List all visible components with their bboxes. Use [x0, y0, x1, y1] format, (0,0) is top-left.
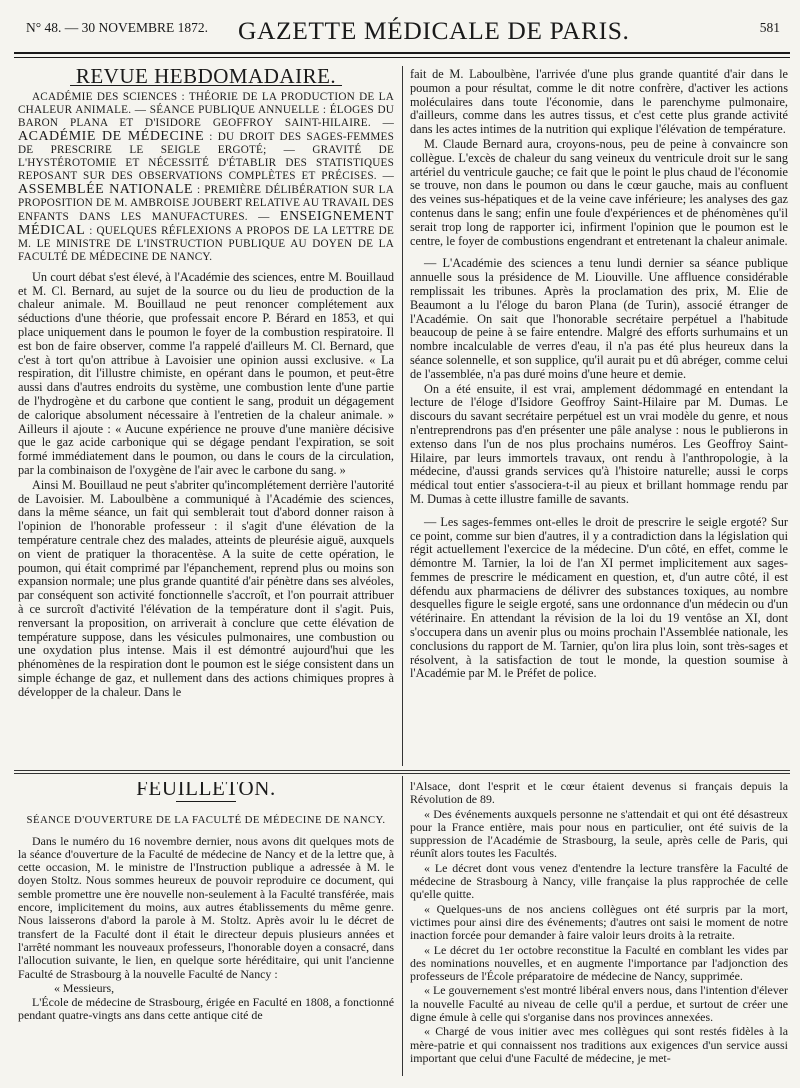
feuilleton-paragraph: « Le gouvernement s'est montré libéral envers nous, dans l'intention d'élever la nouvelle Faculté au niveau de celle qu'il a perdue, et surtout de créer une digne émule à celle qui s'organise dans nos provinces annexées.: [410, 983, 788, 1025]
issue-number-date: N° 48. — 30 NOVEMBRE 1872.: [26, 20, 209, 35]
feuilleton-separator-bottom: [14, 773, 790, 774]
feuilleton-paragraph: L'École de médecine de Strasbourg, érigée en Faculté en 1808, a fonctionné pendant quatre-vingts ans dans cette antique cité de: [18, 995, 394, 1023]
revue-paragraph: Un court débat s'est élevé, à l'Académie des sciences, entre M. Bouillaud et M. Cl. Bernard, au sujet de la source ou du lieu de production de la chaleur animale. M. Bouillaud ne peut renoncer complétement aux séductions d'une théorie, que professait encore P. Bérard en 1853, et qui place uniquement dans le poumon le foyer de la combustion respiratoire. Il est bon de faire observer, comme l'a rappelé d'ailleurs M. Cl. Bernard, que c'est à tort qu'on attribue à Lavoisier une opinion aussi exclusive. « La respiration, dit l'illustre chimiste, en opérant dans le poumon, et peut-être aussi dans d'autres endroits du système, une combustion lente d'une partie de l'hydrogène et du carbone que contient le sang, produit un dégagement de calorique absolument nécessaire à l'entretien de la chaleur animale. » Ailleurs il ajoute : « Aucune expérience ne prouve d'une manière décisive que le gaz acide carbonique qui se dégage pendant l'expiration, se soit formé immédiatement dans le poumon, ou dans le cours de la circulation, par la combinaison de l'oxygène de l'air avec le carbone du sang. »: [18, 269, 394, 477]
feuilleton-paragraph: « Quelques-uns de nos anciens collègues ont été surpris par la mort, victimes pour ainsi dire des événements; d'autres ont saisi le moment de notre inaction forcée pour demander à faire valoir leurs droits à la retraite.: [410, 901, 788, 943]
feuilleton-paragraph: Dans le numéro du 16 novembre dernier, nous avons dit quelques mots de la séance d'ouverture de la Faculté de médecine de Nancy et de la lettre que, à cette occasion, M. le ministre de l'Instruction publique a adressée à M. le doyen Stoltz. Nous sommes heureux de pouvoir reproduire ce document, qui semble promettre une ère nouvelle non-seulement à la Faculté transférée, mais encore, implicitement du moins, aux autres établissements du même genre. Nous laisserons d'abord la parole à M. Stoltz. Après avoir lu le décret de transfert de la Faculté dont il était le directeur depuis plusieurs années et l'arrêté nommant les nouveaux professeurs, l'honorable doyen a consacré, dans l'allocution suivante, le lien, en quelque sorte héréditaire, qui unit l'ancienne Faculté de Strasbourg à la nouvelle Faculté de Nancy :: [18, 833, 394, 981]
feuilleton-title: FEUILLETON.: [136, 782, 276, 800]
summary-part-2: : DU DROIT DES SAGES-FEMMES DE PRESCRIRE LE SEIGLE ERGOTÉ; — GRAVITÉ DE L'HYSTÉROTOMIE ET NÉCESSITÉ D'ÉTABLIR DES STATISTIQUES REPOSANT SUR DES OBSERVATIONS COMPLÈTES ET PRÉCISES. —: [18, 130, 394, 182]
summary-section-assemblee: ASSEMBLÉE NATIONALE: [18, 181, 193, 197]
revue-paragraph: — Les sages-femmes ont-elles le droit de prescrire le seigle ergoté? Sur ce point, comme sur bien d'autres, il y a contradiction dans la législation qui régit actuellement l'exercice de la médecine. D'un côté, en effet, comme le démontre M. Tarnier, la loi de l'an XI permet implicitement aux sages-femmes de prescrire le médicament en question, et, d'un autre côté, il est défendu aux pharmaciens de délivrer des substances toxiques, au nombre desquelles figure le seigle ergoté, sans une ordonnance d'un médecin ou d'un vétérinaire. En attendant la révision de la loi du 19 ventôse an XI, dont s'occupera dans un avenir plus ou moins prochain l'Assemblée nationale, les conclusions du rapport de M. Tarnier, qu'on lira plus loin, sont très-sages et résolvent, à la satisfaction de tout le monde, la question soumise à l'Académie par M. le Préfet de police.: [410, 514, 788, 681]
page-number: 581: [759, 20, 780, 35]
newspaper-page: [14, 14, 790, 1080]
column-divider-lower: [402, 776, 403, 1076]
summary-section-academie-medecine: ACADÉMIE DE MÉDECINE: [18, 128, 205, 144]
feuilleton-paragraph: « Chargé de vous initier avec mes collègues qui sont restés fidèles à la mère-patrie et qui connaissent nos traditions aux exigences d'un service aussi important que celui d'une Faculté de médecine, je met-: [410, 1024, 788, 1065]
summary-part-4: : QUELQUES RÉFLEXIONS A PROPOS DE LA LETTRE DE M. LE MINISTRE DE L'INSTRUCTION PUBLIQUE AU DOYEN DE LA FACULTÉ DE MÉDECINE DE NANCY.: [18, 224, 394, 263]
revue-column-left: [18, 68, 394, 768]
revue-column-right: [410, 68, 788, 768]
revue-paragraph: fait de M. Laboulbène, l'arrivée d'une plus grande quantité d'air dans le poumon a pour résultat, comme le dit notre confrère, d'activer les actions moléculaires dans toute l'économie, dans le parenchyme pulmonaire, d'ailleurs, comme dans les autres tissus, et c'est cette plus grande activité dans les actes intimes de la nutrition qui explique l'élévation de température.: [410, 68, 788, 137]
revue-paragraph: On a été ensuite, il est vrai, amplement dédommagé en entendant la lecture de l'éloge d'Isidore Geoffroy Saint-Hilaire par M. Dumas. Le discours du savant secrétaire perpétuel est un vrai modèle du genre, et nous n'entreprendrons pas d'en présenter une pâle analyse : nous le publierons in extenso dans l'un de nos plus prochains numéros. Les Geoffroy Saint-Hilaire, par leurs immortels travaux, ont rendu à l'anthropologie, à la médecine, d'aussi grands services qu'à l'histoire naturelle; aussi le corps médical tout entier s'associera-t-il au pieux et brillant hommage rendu par M. Dumas à cette illustre famille de savants.: [410, 381, 788, 506]
column-divider-upper: [402, 66, 403, 766]
revue-summary: [18, 91, 394, 264]
revue-rubric-wrap: [18, 70, 394, 87]
feuilleton-paragraph: l'Alsace, dont l'esprit et le cœur étaient devenus si français depuis la Révolution de 89.: [410, 780, 788, 807]
feuilleton-rule: [176, 801, 236, 802]
revue-rubric: REVUE HEBDOMADAIRE.: [70, 70, 342, 86]
revue-paragraph: — L'Académie des sciences a tenu lundi dernier sa séance publique annuelle sous la présidence de M. Liouville. Une affluence considérable remplissait les tribunes. Après la proclamation des prix, M. Elie de Beaumont a lu l'éloge du baron Plana (de Turin), associé étranger de l'Académie. On sait que l'honorable secrétaire perpétuel a l'habitude beaucoup de peine à se faire entendre. Malgré des efforts surhumains et un nombre incalculable de verres d'eau, il n'a pas été plus heureux dans la séance solennelle, et son supplice, qu'il aurait pu et dû abréger, comme celui de l'assemblée, n'a pas duré moins d'une heure et demie.: [410, 256, 788, 381]
summary-part-3: : PREMIÈRE DÉLIBÉRATION SUR LA PROPOSITION DE M. AMBROISE JOUBERT RELATIVE AU TRAVAIL DES ENFANTS DANS LES MANUFACTURES. —: [18, 183, 394, 223]
revue-paragraph: M. Claude Bernard aura, croyons-nous, peu de peine à convaincre son collègue. L'excès de chaleur du sang veineux du ventricule droit sur le sang artériel du ventricule gauche; ce fait que le point le plus chaud de l'économie se trouve, non dans le poumon ou dans le cœur gauche, mais au confluent des veines sus-hépatiques et de la veine cave inférieure; les analyses des gaz contenus dans le sang; enfin une foule d'expériences et de phénomènes qu'il serait trop long de rapporter ici, infirment l'opinion que le poumon est le centre, le foyer de combustions engendrant et entretenant la chaleur animale.: [410, 136, 788, 248]
revue-paragraph: Ainsi M. Bouillaud ne peut s'abriter qu'incomplétement derrière l'autorité de Lavoisier. M. Laboulbène a communiqué à l'Académie des sciences, dans la même séance, un fait qui semblerait tout d'abord donner raison à l'opinion de l'honorable professeur : il s'agit d'une élévation de la température centrale chez des malades, atteints de pleurésie aiguë, auxquels on vient de pratiquer la thoracentèse. A la suite de cette opération, le poumon, qui était comprimé par l'épanchement, reprend plus ou moins son expansion normale; une plus grande quantité d'air pénètre dans ses alvéoles, par conséquent son activité fonctionnelle s'accroît, et l'on pourrait attribuer à ce surcroît d'activité l'élévation de la température dont il s'agit. Puis, renversant la proposition, on arriverait à conclure que cette élévation de température suppose, dans les vésicules pulmonaires, une combustion ou une oxydation plus intense. Mais il est démontré aujourd'hui que les phénomènes de la respiration dont le poumon est le siége consistent dans un simple échange de gaz, et nullement dans des actions chimiques propres à développer de la chaleur. Dans le: [18, 477, 394, 699]
feuilleton-column-right: [410, 780, 788, 1078]
feuilleton-paragraph: « Le décret dont vous venez d'entendre la lecture transfère la Faculté de médecine de Strasbourg à Nancy, ville française la plus rapprochée de celle qu'elle quitte.: [410, 860, 788, 902]
feuilleton-subtitle: SÉANCE D'OUVERTURE DE LA FACULTÉ DE MÉDECINE DE NANCY.: [26, 814, 386, 827]
summary-section-enseignement: ENSEIGNEMENT MÉDICAL: [18, 208, 394, 238]
feuilleton-column-left: [18, 782, 394, 1078]
summary-part-1: ACADÉMIE DES SCIENCES : THÉORIE DE LA PRODUCTION DE LA CHALEUR ANIMALE. — SÉANCE PUBLIQUE ANNUELLE : ÉLOGES DU BARON PLANA ET D'ISIDORE GEOFFROY SAINT-HILAIRE. —: [18, 90, 394, 129]
feuilleton-paragraph: « Des événements auxquels personne ne s'attendait et qui ont été désastreux pour la France entière, mais pour nous en particulier, ont été suivis de la suppression de l'Académie de Strasbourg, la seule, après celle de Paris, qui réunît alors toutes les Facultés.: [410, 806, 788, 861]
newspaper-title: GAZETTE MÉDICALE DE PARIS.: [238, 16, 630, 45]
masthead: [14, 14, 790, 54]
feuilleton-salutation: « Messieurs,: [54, 980, 115, 995]
masthead-rule-thick: [14, 52, 790, 54]
feuilleton-paragraph: « Le décret du 1er octobre reconstitue la Faculté en comblant les vides par des nominations nouvelles, et en augmente l'importance par l'adjonction des professeurs de l'École préparatoire de médecine de Nancy, supprimée.: [410, 942, 788, 984]
masthead-rule-thin: [14, 57, 790, 58]
feuilleton-separator-top: [14, 770, 790, 771]
